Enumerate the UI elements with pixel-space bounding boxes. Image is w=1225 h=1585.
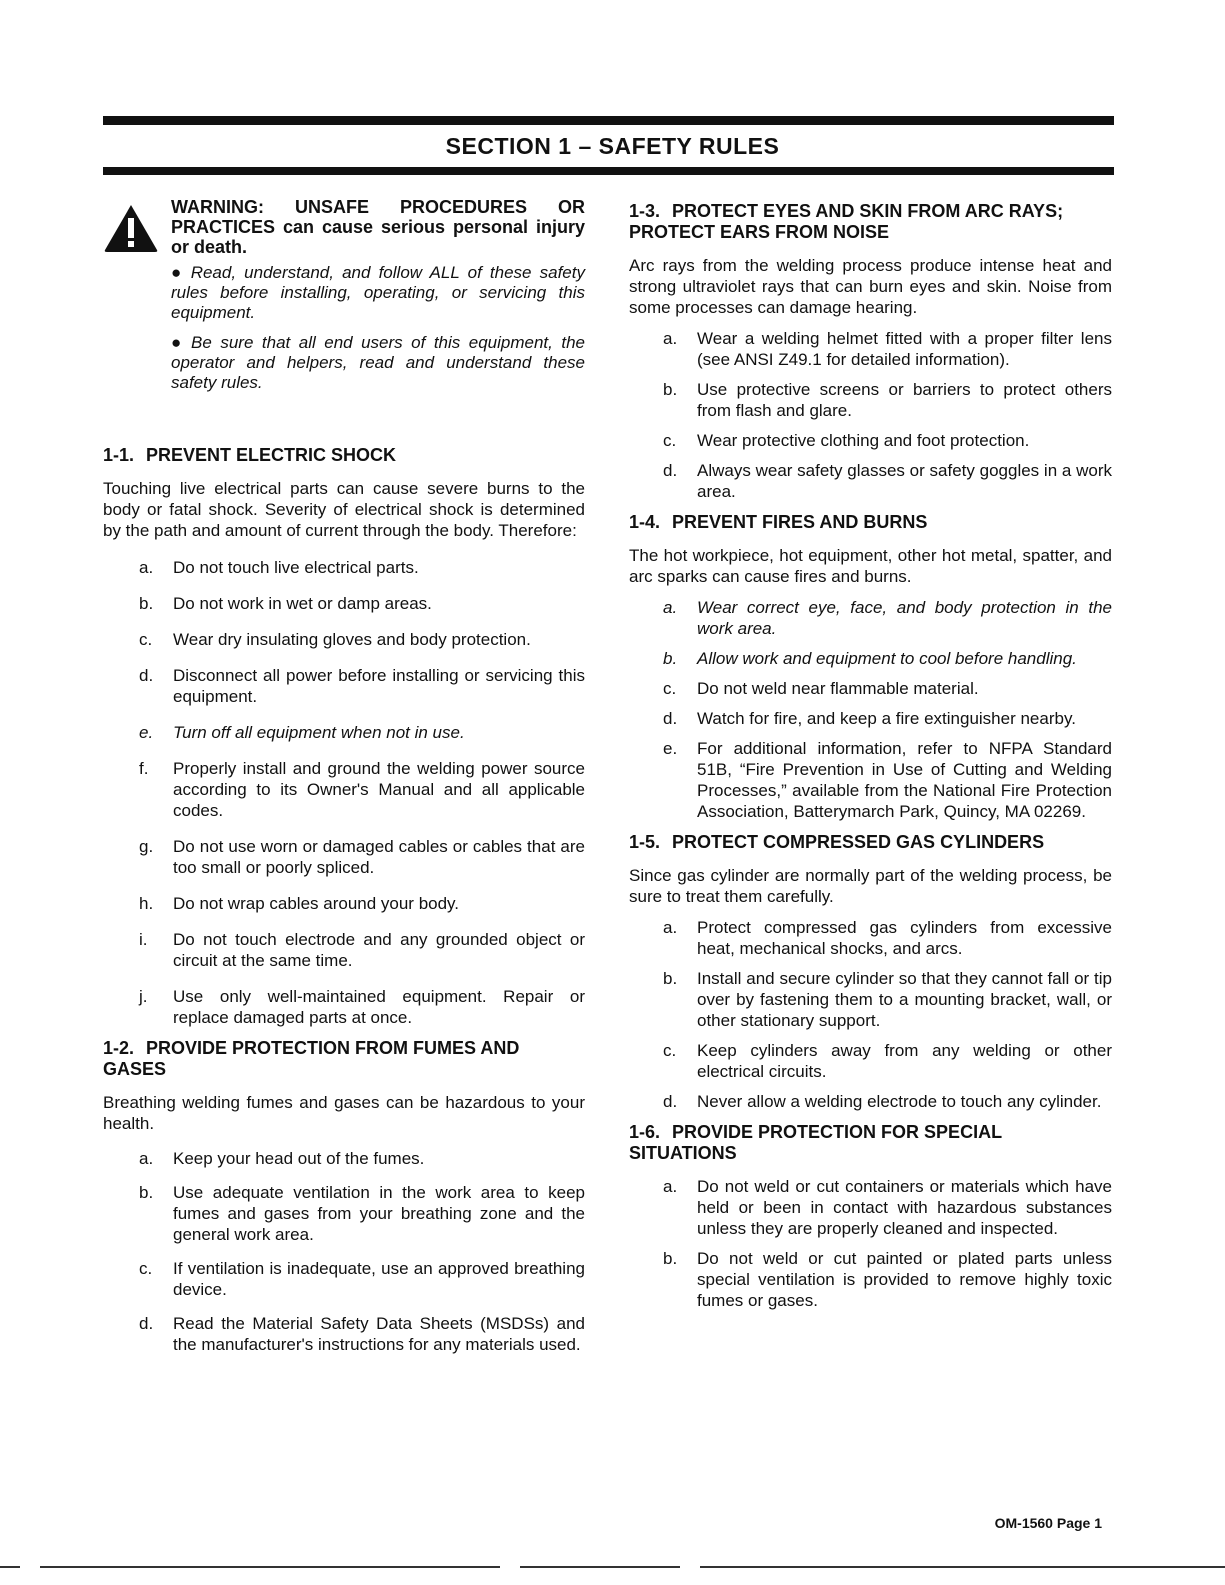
list-item: a. Keep your head out of the fumes.: [139, 1149, 425, 1168]
top-rule: [103, 116, 1114, 125]
list-item: b. Install and secure cylinder so that they cannot fall or tip over by fastening them to a mounting bracket, wall, or other stationary support.: [663, 969, 1112, 1030]
section-1-5: [629, 832, 1112, 1112]
section-1-4: [629, 512, 1112, 822]
section-heading: 1-2. PROVIDE PROTECTION FROM FUMES AND GASES: [103, 1038, 520, 1079]
warning-title: WARNING: UNSAFE PROCEDURES OR PRACTICES can cause serious personal injury or death.: [171, 197, 585, 257]
bottom-rule: [40, 1566, 500, 1568]
list-item: d. Never allow a welding electrode to touch any cylinder.: [663, 1092, 1102, 1111]
bottom-rule: [700, 1566, 1225, 1568]
warning-bullet: ● Be sure that all end users of this equipment, the operator and helpers, read and understand these safety rules.: [171, 333, 585, 392]
section-heading: 1-6. PROVIDE PROTECTION FOR SPECIAL SITUATIONS: [629, 1122, 1002, 1163]
list-item: e. For additional information, refer to NFPA Standard 51B, “Fire Prevention in Use of Cutting and Welding Processes,” available from the National Fire Protection Association, Batterymarch Park, Quincy, MA 02269.: [663, 739, 1112, 821]
section-intro: Breathing welding fumes and gases can be hazardous to your health.: [103, 1093, 585, 1133]
warning-bullet: ● Read, understand, and follow ALL of these safety rules before installing, operating, or servicing this equipment.: [171, 263, 585, 322]
item-list: [629, 597, 1112, 822]
section-1-2: [103, 1038, 585, 1355]
item-list: [103, 1148, 585, 1355]
title-bottom-rule: [103, 167, 1114, 175]
warning-box: [103, 197, 585, 393]
list-item: a. Wear a welding helmet fitted with a proper filter lens (see ANSI Z49.1 for detailed information).: [663, 329, 1112, 369]
bottom-rule: [520, 1566, 680, 1568]
list-item: c. If ventilation is inadequate, use an approved breathing device.: [139, 1259, 585, 1299]
page-footer: OM-1560 Page 1: [994, 1515, 1102, 1531]
list-item: a. Wear correct eye, face, and body protection in the work area.: [663, 598, 1112, 638]
bottom-rule: [0, 1566, 20, 1568]
list-item: b. Do not work in wet or damp areas.: [139, 594, 432, 613]
warning-triangle-icon: [103, 203, 159, 253]
section-1-3: [629, 201, 1112, 502]
item-list: [629, 1176, 1112, 1311]
section-intro: The hot workpiece, hot equipment, other hot metal, spatter, and arc sparks can cause fires and burns.: [629, 546, 1112, 586]
item-list: [629, 917, 1112, 1112]
list-item: c. Do not weld near flammable material.: [663, 679, 979, 698]
list-item: j. Use only well-maintained equipment. Repair or replace damaged parts at once.: [139, 987, 585, 1027]
list-item: b. Allow work and equipment to cool before handling.: [663, 649, 1077, 668]
list-item: i. Do not touch electrode and any grounded object or circuit at the same time.: [139, 930, 585, 970]
item-list: [629, 328, 1112, 502]
section-intro: Since gas cylinder are normally part of the welding process, be sure to treat them carefully.: [629, 866, 1112, 906]
left-column: [103, 197, 585, 1365]
list-item: c. Wear dry insulating gloves and body protection.: [139, 630, 531, 649]
section-heading: 1-3. PROTECT EYES AND SKIN FROM ARC RAYS; PROTECT EARS FROM NOISE: [629, 201, 1064, 242]
section-title: SECTION 1 – SAFETY RULES: [445, 133, 780, 159]
section-1-1: [103, 445, 585, 1028]
list-item: f. Properly install and ground the welding power source according to its Owner's Manual and all applicable codes.: [139, 759, 585, 820]
list-item: c. Keep cylinders away from any welding or other electrical circuits.: [663, 1041, 1112, 1081]
list-item: b. Do not weld or cut painted or plated parts unless special ventilation is provided to remove highly toxic fumes or gases.: [663, 1249, 1112, 1310]
list-item: a. Do not touch live electrical parts.: [139, 558, 419, 577]
list-item: b. Use adequate ventilation in the work area to keep fumes and gases from your breathing zone and the general work area.: [139, 1183, 585, 1244]
list-item: h. Do not wrap cables around your body.: [139, 894, 460, 913]
list-item: a. Do not weld or cut containers or materials which have held or been in contact with hazardous substances unless they are properly cleaned and inspected.: [663, 1177, 1112, 1238]
list-item: g. Do not use worn or damaged cables or cables that are too small or poorly spliced.: [139, 837, 585, 877]
list-item: e. Turn off all equipment when not in use.: [139, 723, 465, 742]
list-item: d. Disconnect all power before installing or servicing this equipment.: [139, 666, 585, 706]
list-item: a. Protect compressed gas cylinders from excessive heat, mechanical shocks, and arcs.: [663, 918, 1112, 958]
section-heading: 1-5. PROTECT COMPRESSED GAS CYLINDERS: [629, 832, 1045, 852]
section-intro: Touching live electrical parts can cause severe burns to the body or fatal shock. Severity of electrical shock is determined by the path and amount of current through the body. Therefore:: [103, 479, 585, 540]
section-heading: 1-4. PREVENT FIRES AND BURNS: [629, 512, 928, 532]
section-intro: Arc rays from the welding process produce intense heat and strong ultraviolet rays that can burn eyes and skin. Noise from some processes can damage hearing.: [629, 256, 1112, 317]
section-heading: 1-1. PREVENT ELECTRIC SHOCK: [103, 445, 397, 465]
list-item: d. Read the Material Safety Data Sheets (MSDSs) and the manufacturer's instructions for any materials used.: [139, 1314, 585, 1354]
item-list: [103, 557, 585, 1028]
right-column: [629, 201, 1112, 1321]
section-1-6: [629, 1122, 1112, 1311]
list-item: d. Watch for fire, and keep a fire extinguisher nearby.: [663, 709, 1076, 728]
list-item: c. Wear protective clothing and foot protection.: [663, 431, 1030, 450]
list-item: b. Use protective screens or barriers to protect others from flash and glare.: [663, 380, 1112, 420]
list-item: d. Always wear safety glasses or safety goggles in a work area.: [663, 461, 1112, 501]
